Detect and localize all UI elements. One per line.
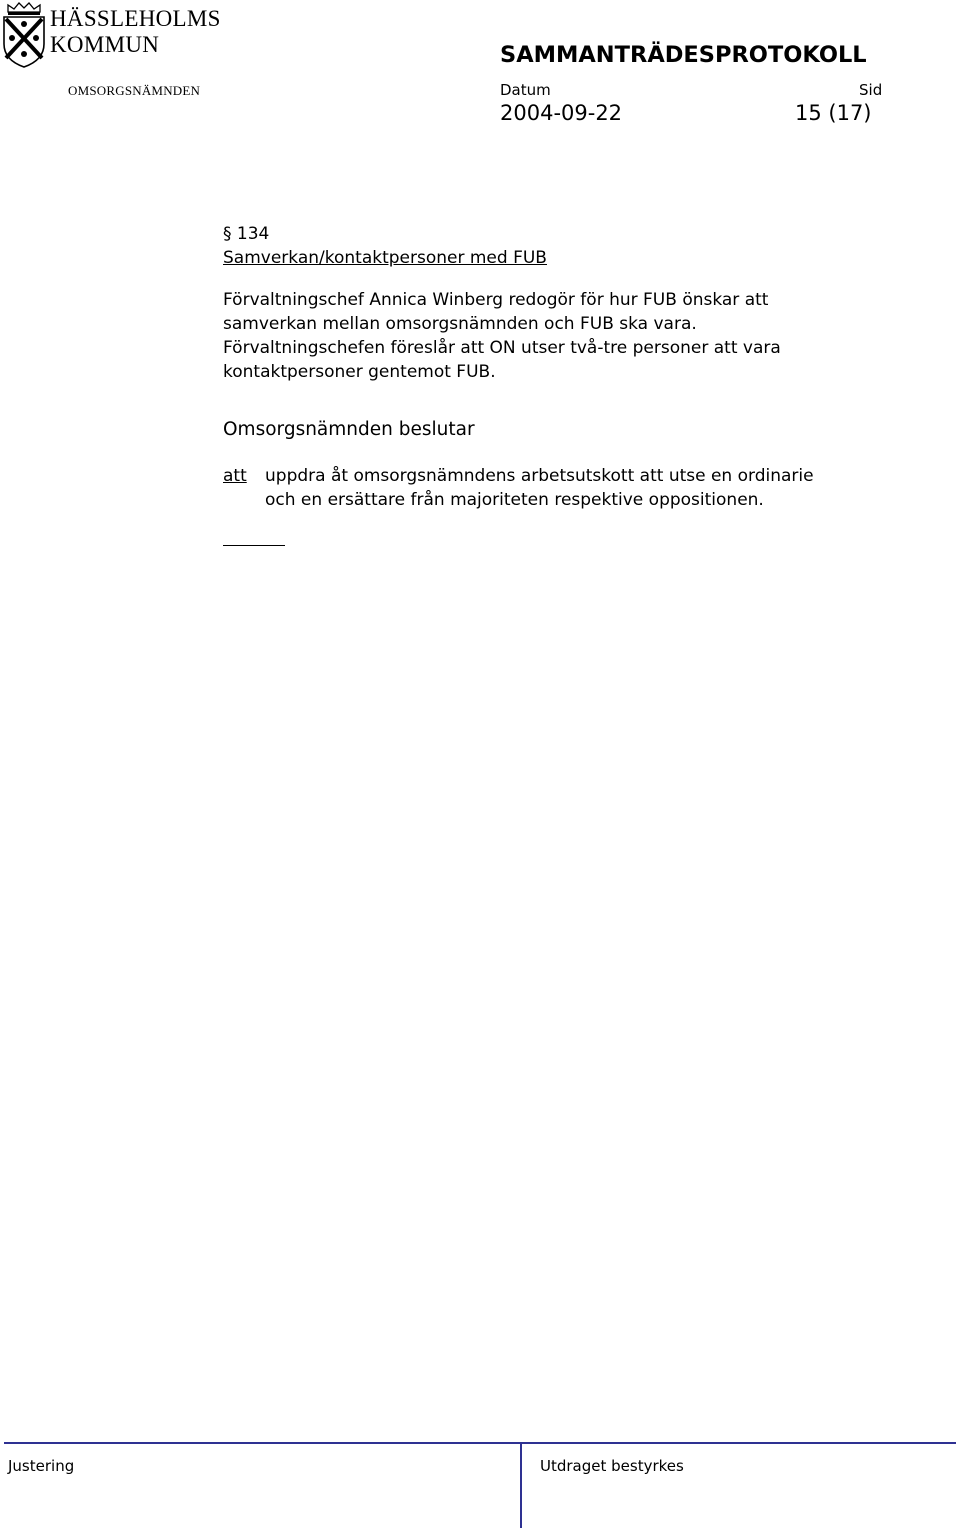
page-number: 15 (17) [795,101,872,125]
body-line: samverkan mellan omsorgsnämnden och FUB ska vara. [223,314,697,334]
decision-heading: Omsorgsnämnden beslutar [223,419,475,440]
body-line: Förvaltningschef Annica Winberg redogör för hur FUB önskar att [223,290,769,310]
decision-line: uppdra åt omsorgsnämndens arbetsutskott att utse en ordinarie [265,466,814,486]
organization-name-line1: HÄSSLEHOLMS [50,6,221,31]
decision-line: och en ersättare från majoriteten respektive oppositionen. [265,490,764,510]
document-title: SAMMANTRÄDESPROTOKOLL [500,42,867,68]
footer-justering-label: Justering [8,1457,75,1475]
footer-certified-label: Utdraget bestyrkes [540,1457,684,1475]
municipal-coat-of-arms-icon [2,2,46,68]
section-end-rule [223,545,285,546]
meeting-date: 2004-09-22 [500,101,623,125]
department-name: OMSORGSNÄMNDEN [68,83,201,98]
organization-name [50,6,221,58]
paragraph-number: § 134 [223,224,270,244]
protocol-section [223,222,923,512]
decision-text [265,464,923,512]
paragraph-body [223,288,923,384]
footer-divider [520,1442,522,1528]
body-line: kontaktpersoner gentemot FUB. [223,362,496,382]
footer-rule [4,1442,956,1444]
page-label: Sid [859,81,883,99]
organization-name-line2: KOMMUN [50,32,160,57]
decision-att-label: att [223,466,247,486]
paragraph-subject: Samverkan/kontaktpersoner med FUB [223,248,547,268]
decision-item [223,464,923,512]
date-label: Datum [500,81,551,99]
body-line: Förvaltningschefen föreslår att ON utser två-tre personer att vara [223,338,781,358]
